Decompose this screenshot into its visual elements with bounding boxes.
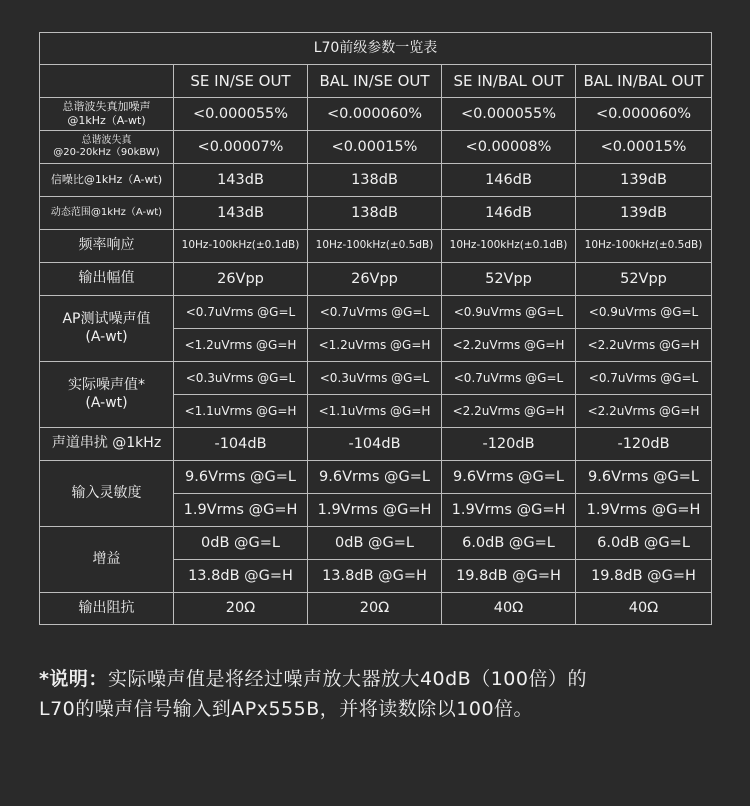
table-cell: <0.00015% <box>576 131 712 164</box>
table-cell: -104dB <box>174 428 308 461</box>
header-row <box>40 65 712 98</box>
table-cell: 138dB <box>308 197 442 230</box>
table-cell: 10Hz-100kHz(±0.5dB) <box>576 230 712 263</box>
table-cell: <2.2uVrms @G=H <box>442 329 576 362</box>
table-cell: 40Ω <box>576 593 712 625</box>
table-row <box>40 131 712 164</box>
table-cell: <0.000060% <box>576 98 712 131</box>
table-cell: 143dB <box>174 197 308 230</box>
table-row <box>40 230 712 263</box>
table-cell: -120dB <box>442 428 576 461</box>
table-cell: <0.3uVrms @G=L <box>308 362 442 395</box>
table-title-row <box>40 33 712 65</box>
footnote <box>39 664 729 724</box>
table-title: L70前级参数一览表 <box>40 33 712 65</box>
table-cell: <0.00007% <box>174 131 308 164</box>
table-cell: 52Vpp <box>442 263 576 296</box>
table-cell: 13.8dB @G=H <box>308 560 442 593</box>
table-row <box>40 296 712 329</box>
table-cell: 0dB @G=L <box>174 527 308 560</box>
table-cell: <0.9uVrms @G=L <box>442 296 576 329</box>
table-cell: <2.2uVrms @G=H <box>442 395 576 428</box>
table-cell: 26Vpp <box>308 263 442 296</box>
table-row <box>40 362 712 395</box>
table-cell: 6.0dB @G=L <box>576 527 712 560</box>
row-label-gain: 增益 <box>40 527 174 593</box>
row-label-actual-noise: 实际噪声值* (A-wt) <box>40 362 174 428</box>
footnote-prefix: *说明： <box>39 668 108 690</box>
col-header-bal-bal: BAL IN/BAL OUT <box>576 65 712 98</box>
table-row <box>40 164 712 197</box>
table-cell: 10Hz-100kHz(±0.5dB) <box>308 230 442 263</box>
table-cell: 52Vpp <box>576 263 712 296</box>
table-cell: <0.00015% <box>308 131 442 164</box>
header-corner <box>40 65 174 98</box>
table-cell: 143dB <box>174 164 308 197</box>
col-header-se-se: SE IN/SE OUT <box>174 65 308 98</box>
table-cell: 1.9Vrms @G=H <box>576 494 712 527</box>
table-cell: <1.1uVrms @G=H <box>308 395 442 428</box>
table-cell: 10Hz-100kHz(±0.1dB) <box>442 230 576 263</box>
table-row <box>40 197 712 230</box>
row-label-crosstalk: 声道串扰 @1kHz <box>40 428 174 461</box>
row-label-output-amplitude: 输出幅值 <box>40 263 174 296</box>
table-cell: 1.9Vrms @G=H <box>174 494 308 527</box>
table-row <box>40 593 712 625</box>
table-row <box>40 98 712 131</box>
row-label-dynamic-range: 动态范围@1kHz（A-wt) <box>40 197 174 230</box>
row-label-freq-response: 频率响应 <box>40 230 174 263</box>
table-row <box>40 263 712 296</box>
table-cell: 9.6Vrms @G=L <box>576 461 712 494</box>
table-cell: 10Hz-100kHz(±0.1dB) <box>174 230 308 263</box>
table-cell: 138dB <box>308 164 442 197</box>
table-cell: <2.2uVrms @G=H <box>576 329 712 362</box>
table-cell: 0dB @G=L <box>308 527 442 560</box>
table-cell: 139dB <box>576 164 712 197</box>
col-header-se-bal: SE IN/BAL OUT <box>442 65 576 98</box>
table-cell: 1.9Vrms @G=H <box>308 494 442 527</box>
table-row <box>40 527 712 560</box>
table-cell: 9.6Vrms @G=L <box>174 461 308 494</box>
table-cell: <2.2uVrms @G=H <box>576 395 712 428</box>
table-cell: 40Ω <box>442 593 576 625</box>
table-cell: <0.7uVrms @G=L <box>308 296 442 329</box>
table-cell: -104dB <box>308 428 442 461</box>
table-cell: <0.9uVrms @G=L <box>576 296 712 329</box>
table-cell: <0.7uVrms @G=L <box>442 362 576 395</box>
table-cell: <0.000055% <box>442 98 576 131</box>
table-cell: 6.0dB @G=L <box>442 527 576 560</box>
footnote-text: 实际噪声值是将经过噪声放大器放大40dB（100倍）的 L70的噪声信号输入到APx555B，并将读数除以100倍。 <box>39 668 587 720</box>
row-label-ap-noise: AP测试噪声值 (A-wt) <box>40 296 174 362</box>
table-cell: <0.3uVrms @G=L <box>174 362 308 395</box>
table-cell: <0.000055% <box>174 98 308 131</box>
table-cell: -120dB <box>576 428 712 461</box>
table-cell: <0.7uVrms @G=L <box>174 296 308 329</box>
table-cell: 139dB <box>576 197 712 230</box>
row-label-thd: 总谐波失真 @20-20kHz（90kBW) <box>40 131 174 164</box>
table-cell: <0.00008% <box>442 131 576 164</box>
table-cell: 9.6Vrms @G=L <box>442 461 576 494</box>
row-label-input-sensitivity: 输入灵敏度 <box>40 461 174 527</box>
table-row <box>40 461 712 494</box>
table-cell: <1.2uVrms @G=H <box>174 329 308 362</box>
spec-table <box>39 32 712 625</box>
table-cell: 26Vpp <box>174 263 308 296</box>
table-cell: <1.1uVrms @G=H <box>174 395 308 428</box>
table-cell: 13.8dB @G=H <box>174 560 308 593</box>
table-cell: <1.2uVrms @G=H <box>308 329 442 362</box>
table-cell: 19.8dB @G=H <box>576 560 712 593</box>
table-cell: 9.6Vrms @G=L <box>308 461 442 494</box>
table-cell: 19.8dB @G=H <box>442 560 576 593</box>
row-label-thd-noise: 总谐波失真加噪声 @1kHz（A-wt) <box>40 98 174 131</box>
table-cell: 146dB <box>442 164 576 197</box>
table-cell: 146dB <box>442 197 576 230</box>
table-cell: <0.7uVrms @G=L <box>576 362 712 395</box>
table-cell: <0.000060% <box>308 98 442 131</box>
col-header-bal-se: BAL IN/SE OUT <box>308 65 442 98</box>
table-cell: 20Ω <box>308 593 442 625</box>
table-cell: 20Ω <box>174 593 308 625</box>
row-label-output-impedance: 输出阻抗 <box>40 593 174 625</box>
table-row <box>40 428 712 461</box>
row-label-snr: 信噪比@1kHz（A-wt) <box>40 164 174 197</box>
table-cell: 1.9Vrms @G=H <box>442 494 576 527</box>
